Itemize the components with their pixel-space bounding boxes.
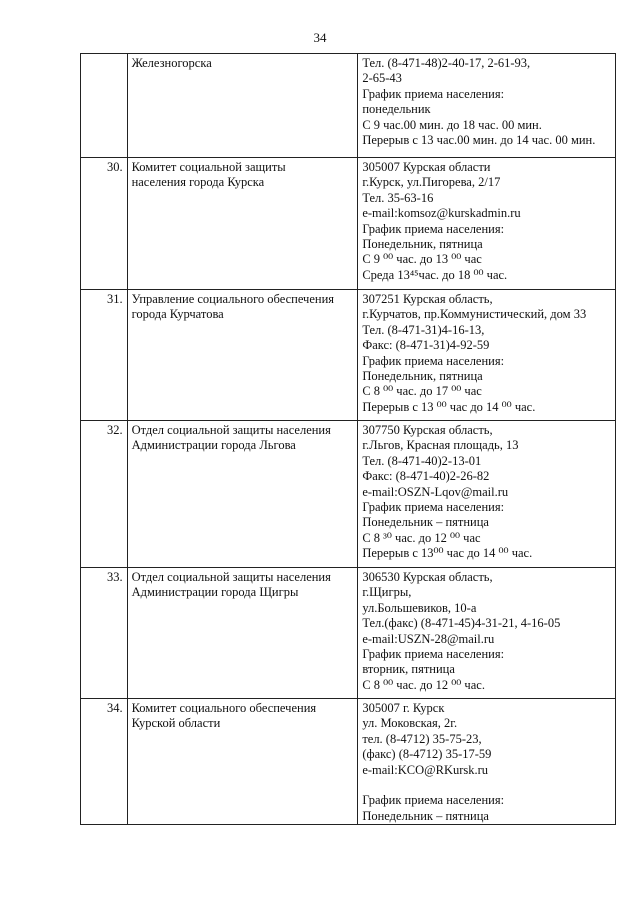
table-row bbox=[81, 568, 616, 699]
row-number: 33. bbox=[81, 568, 128, 699]
contact-line: Факс: (8-471-31)4-92-59 bbox=[362, 338, 490, 353]
contact-line: г.Курск, ул.Пигорева, 2/17 bbox=[362, 175, 501, 190]
contact-line: 307750 Курская область, bbox=[362, 423, 493, 437]
organization-name-line: Управление социального обеспечения bbox=[131, 292, 335, 306]
contact-line: График приема населения: bbox=[362, 500, 505, 515]
contact-line: 307251 Курская область, bbox=[362, 292, 493, 306]
contact-details bbox=[358, 699, 616, 825]
contact-line: График приема населения: bbox=[362, 793, 505, 808]
contact-line: С 8 ³⁰ час. до 12 ⁰⁰ час bbox=[362, 530, 481, 545]
contact-line: 305007 Курская области bbox=[362, 160, 491, 174]
contact-line: График приема населения: bbox=[362, 86, 505, 101]
contact-line: ул. Моковская, 2г. bbox=[362, 716, 458, 731]
row-number bbox=[81, 54, 128, 158]
contact-line: г.Льгов, Красная площадь, 13 bbox=[362, 438, 519, 453]
contact-line: Тел.(факс) (8-471-45)4-31-21, 4-16-05 bbox=[362, 616, 561, 631]
contact-line: 2-65-43 bbox=[362, 71, 402, 86]
organization-name bbox=[127, 158, 358, 290]
organization-name-line: Администрации города Щигры bbox=[131, 585, 299, 600]
contact-line: С 8 ⁰⁰ час. до 12 ⁰⁰ час. bbox=[362, 677, 485, 692]
organization-name bbox=[127, 568, 358, 699]
institutions-table bbox=[80, 53, 616, 825]
table-body bbox=[81, 54, 616, 825]
organization-name bbox=[127, 699, 358, 825]
contact-line: e-mail:USZN-28@mail.ru bbox=[362, 631, 495, 646]
contact-line: Перерыв с 13 час.00 мин. до 14 час. 00 мин. bbox=[362, 133, 596, 148]
row-number: 31. bbox=[81, 290, 128, 421]
table-row bbox=[81, 699, 616, 825]
contact-line: e-mail:OSZN-Lqov@mail.ru bbox=[362, 484, 509, 499]
organization-name bbox=[127, 290, 358, 421]
organization-name-line: Отдел социальной защиты населения bbox=[131, 570, 331, 584]
organization-name-line: города Курчатова bbox=[131, 307, 224, 322]
contact-line: С 8 ⁰⁰ час. до 17 ⁰⁰ час bbox=[362, 384, 482, 399]
contact-line: e-mail:komsoz@kurskadmin.ru bbox=[362, 206, 521, 221]
contact-line: понедельник bbox=[362, 102, 431, 117]
table-row bbox=[81, 421, 616, 568]
contact-line: Понедельник, пятница bbox=[362, 237, 483, 252]
contact-line bbox=[362, 778, 611, 793]
contact-line: Понедельник – пятница bbox=[362, 808, 489, 823]
contact-line: Тел. 35-63-16 bbox=[362, 190, 434, 205]
table-row bbox=[81, 290, 616, 421]
organization-name-line: Отдел социальной защиты населения bbox=[131, 423, 331, 437]
organization-name-line: Администрации города Льгова bbox=[131, 438, 296, 453]
table-row bbox=[81, 54, 616, 158]
row-number: 34. bbox=[81, 699, 128, 825]
organization-name-line: Железногорска bbox=[131, 56, 212, 70]
contact-line: Понедельник – пятница bbox=[362, 515, 489, 530]
contact-line: Тел. (8-471-48)2-40-17, 2-61-93, bbox=[362, 56, 531, 70]
contact-line: С 9 ⁰⁰ час. до 13 ⁰⁰ час bbox=[362, 252, 482, 267]
contact-line: С 9 час.00 мин. до 18 час. 00 мин. bbox=[362, 117, 542, 132]
organization-name bbox=[127, 54, 358, 158]
contact-line: Среда 13⁴⁵час. до 18 ⁰⁰ час. bbox=[362, 267, 508, 282]
organization-name bbox=[127, 421, 358, 568]
contact-line: График приема населения: bbox=[362, 647, 505, 662]
row-number: 30. bbox=[81, 158, 128, 290]
contact-line: вторник, пятница bbox=[362, 662, 455, 677]
organization-name-line: Комитет социальной защиты bbox=[131, 160, 286, 174]
contact-details bbox=[358, 421, 616, 568]
contact-line: тел. (8-4712) 35-75-23, bbox=[362, 731, 482, 746]
contact-line: e-mail:KCO@RKursk.ru bbox=[362, 762, 489, 777]
contact-line: Тел. (8-471-40)2-13-01 bbox=[362, 453, 482, 468]
organization-name-line: Курской области bbox=[131, 716, 221, 731]
organization-name-line: населения города Курска bbox=[131, 175, 265, 190]
contact-line: Факс: (8-471-40)2-26-82 bbox=[362, 469, 490, 484]
organization-name-line: Комитет социального обеспечения bbox=[131, 701, 317, 715]
contact-line: г.Курчатов, пр.Коммунистический, дом 33 bbox=[362, 307, 587, 322]
contact-line: График приема населения: bbox=[362, 221, 505, 236]
contact-details bbox=[358, 568, 616, 699]
contact-line: Перерыв с 13 ⁰⁰ час до 14 ⁰⁰ час. bbox=[362, 399, 536, 414]
contact-line: г.Щигры, bbox=[362, 585, 412, 600]
row-number: 32. bbox=[81, 421, 128, 568]
contact-line: Перерыв с 13⁰⁰ час до 14 ⁰⁰ час. bbox=[362, 546, 533, 561]
table-row bbox=[81, 158, 616, 290]
contact-details bbox=[358, 158, 616, 290]
contact-line: Понедельник, пятница bbox=[362, 369, 483, 384]
contact-line: 306530 Курская область, bbox=[362, 570, 493, 584]
contact-line: (факс) (8-4712) 35-17-59 bbox=[362, 747, 492, 762]
contact-details bbox=[358, 290, 616, 421]
contact-details bbox=[358, 54, 616, 158]
contact-line: 305007 г. Курск bbox=[362, 701, 445, 715]
contact-line: Тел. (8-471-31)4-16-13, bbox=[362, 322, 485, 337]
contact-line: ул.Большевиков, 10-а bbox=[362, 600, 477, 615]
contact-line: График приема населения: bbox=[362, 353, 505, 368]
page-number: 34 bbox=[313, 30, 327, 45]
